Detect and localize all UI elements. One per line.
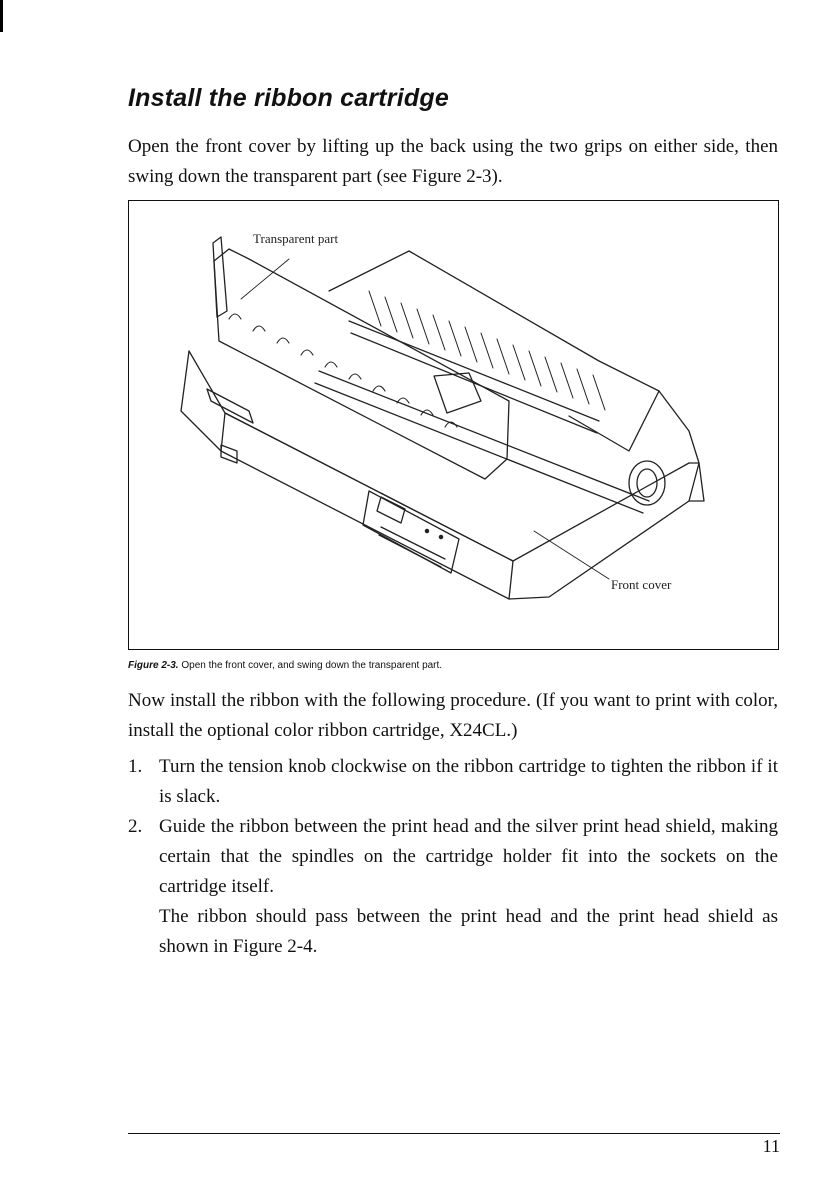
step-item <box>128 812 778 962</box>
figure-caption <box>128 660 442 671</box>
paper-guide-ribs <box>369 291 605 410</box>
panel-led <box>439 535 442 538</box>
page-number: 11 <box>762 1136 780 1156</box>
transparent-cover-tabs <box>229 314 457 427</box>
section-heading: Install the ribbon cartridge <box>128 84 449 112</box>
print-head <box>434 373 481 413</box>
step-text: Guide the ribbon between the print head and the silver print head shield, making certain that the spindles on the cartridge holder fit into the sockets on the cartridge itself. <box>159 816 778 897</box>
cover-left-arm <box>213 237 227 317</box>
label-transparent-part: Transparent part <box>253 231 339 246</box>
intro-paragraph: Open the front cover by lifting up the back using the two grips on either side, then swing down the transparent part (see Figure 2-3). <box>128 136 778 187</box>
step-note: The ribbon should pass between the print head and the print head shield as shown in Figure 2-4. <box>159 906 778 957</box>
printer-illustration <box>129 201 779 650</box>
procedure-steps <box>128 752 778 962</box>
printer-top-edge <box>189 351 689 561</box>
leader-transparent <box>241 259 289 299</box>
leader-front-cover <box>534 531 609 579</box>
printer-body-outline <box>181 351 699 599</box>
caption-number: Figure 2-3. <box>128 660 179 671</box>
procedure-intro: Now install the ribbon with the following procedure. (If you want to print with color, install the optional color ribbon cartridge, X24CL.) <box>128 690 778 741</box>
control-display <box>377 497 405 523</box>
step-text: Turn the tension knob clockwise on the ribbon cartridge to tighten the ribbon if it is slack. <box>159 756 778 807</box>
footer-rule <box>128 1133 780 1134</box>
left-port <box>221 445 237 463</box>
scan-edge-mark <box>0 0 3 32</box>
platen-roller <box>349 321 599 433</box>
platen-knob <box>629 461 665 505</box>
caption-text: Open the front cover, and swing down the transparent part. <box>181 660 443 671</box>
figure-2-3 <box>128 200 779 650</box>
label-front-cover: Front cover <box>611 577 672 592</box>
step-number: 2. <box>128 816 143 837</box>
step-item <box>128 752 778 812</box>
step-number: 1. <box>128 756 143 777</box>
paper-guide <box>329 251 659 451</box>
panel-led <box>425 529 428 532</box>
printer-right-side <box>689 463 704 501</box>
